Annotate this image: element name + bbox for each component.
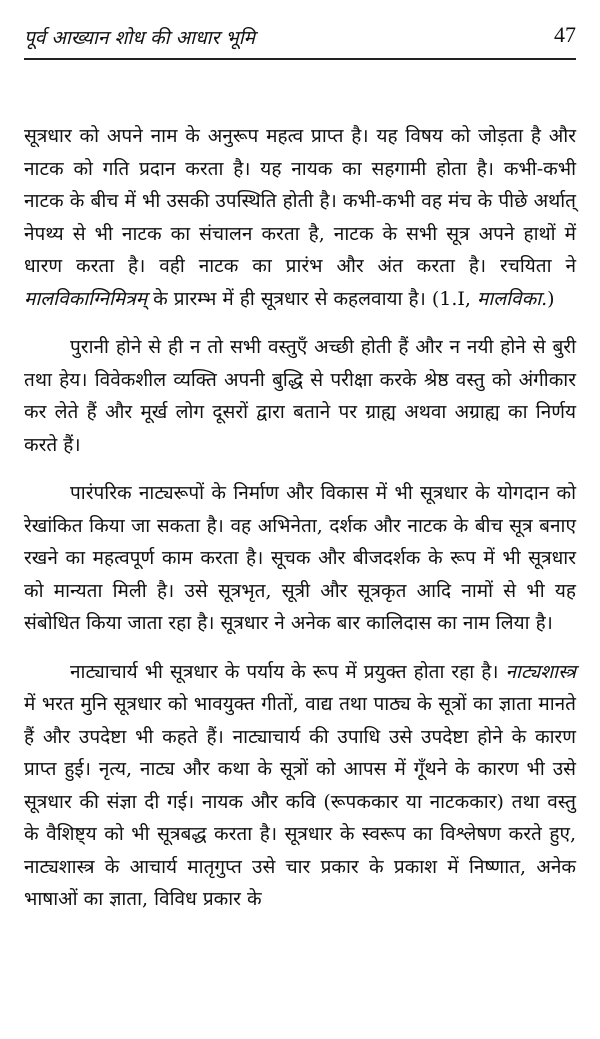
citation-malavika: मालविका. <box>476 287 548 310</box>
paragraph-3: पारंपरिक नाट्यरूपों के निर्माण और विकास में भी सूत्रधार के योगदान को रेखांकित किया जा सकता है। वह अभिनेता, दर्शक और नाटक के बीच सूत्र बनाए रखने का महत्वपूर्ण काम करता है। सूचक और बीजदर्शक के रूप में भी सूत्रधार को मान्यता मिली है। उसे सूत्रभृत, सूत्री और सूत्रकृत आदि नामों से भी यह संबोधित किया जाता रहा है। सूत्रधार ने अनेक बार कालिदास का नाम लिया है। <box>24 482 576 634</box>
running-head-title: पूर्व आख्यान शोध की आधार भूमि <box>24 27 256 49</box>
paragraph-1-text-b: के प्रारम्भ में ही सूत्रधार से कहलवाया है। (1.I, <box>147 287 477 310</box>
paragraph-1-text-a: सूत्रधार को अपने नाम के अनुरूप महत्व प्राप्त है। यह विषय को जोड़ता है और नाटक को गति प्रदान करता है। यह नायक का सहगामी होता है। कभी-कभी नाटक के बीच में भी उसकी उपस्थिति होती है। कभी-कभी वह मंच के पीछे अर्थात् नेपथ्य से भी नाटक का संचालन करता है, नाटक के सभी सूत्र अपने हाथों में धारण करता है। वही नाटक का प्रारंभ और अंत करता है। रचयिता ने <box>24 125 576 277</box>
page-number: 47 <box>554 22 576 47</box>
paragraph-1-text-c: ) <box>547 287 555 310</box>
work-title-natyashastra: नाट्यशास्त्र <box>505 660 576 683</box>
paragraph-4 <box>24 656 576 916</box>
paragraph-4-text-b: में भरत मुनि सूत्रधार को भावयुक्त गीतों, वाद्य तथा पाठ्य के सूत्रों का ज्ञाता मानते हैं और उपदेष्टा भी कहते हैं। नाट्याचार्य की उपाधि उसे उपदेष्टा होने के कारण प्राप्त हुई। नृत्य, नाट्य और कथा के सूत्रों को आपस में गूँथने के कारण भी उसे सूत्रधार की संज्ञा दी गई। नायक और कवि (रूपककार या नाटककार) तथा वस्तु के वैशिष्ट्य को भी सूत्रबद्ध करता है। सूत्रधार के स्वरूप का विश्लेषण करते हुए, नाट्यशास्त्र के आचार्य मातृगुप्त उसे चार प्रकार के प्रकाश में निष्णात, अनेक भाषाओं का ज्ञाता, विविध प्रकार के <box>24 693 576 910</box>
paragraph-4-text-a: नाट्याचार्य भी सूत्रधार के पर्याय के रूप में प्रयुक्त होता रहा है। <box>70 660 506 683</box>
body-text <box>24 120 576 932</box>
paragraph-2: पुरानी होने से ही न तो सभी वस्तुएँ अच्छी होती हैं और न नयी होने से बुरी तथा हेय। विवेकशील व्यक्ति अपनी बुद्धि से परीक्षा करके श्रेष्ठ वस्तु को अंगीकार कर लेते हैं और मूर्ख लोग दूसरों द्वारा बताने पर ग्राह्य अथवा अग्राह्य का निर्णय करते हैं। <box>24 336 576 456</box>
paragraph-1 <box>24 120 576 315</box>
running-head <box>24 18 576 60</box>
work-title-malavikagnimitram: मालविकाग्निमित्रम् <box>24 287 148 310</box>
